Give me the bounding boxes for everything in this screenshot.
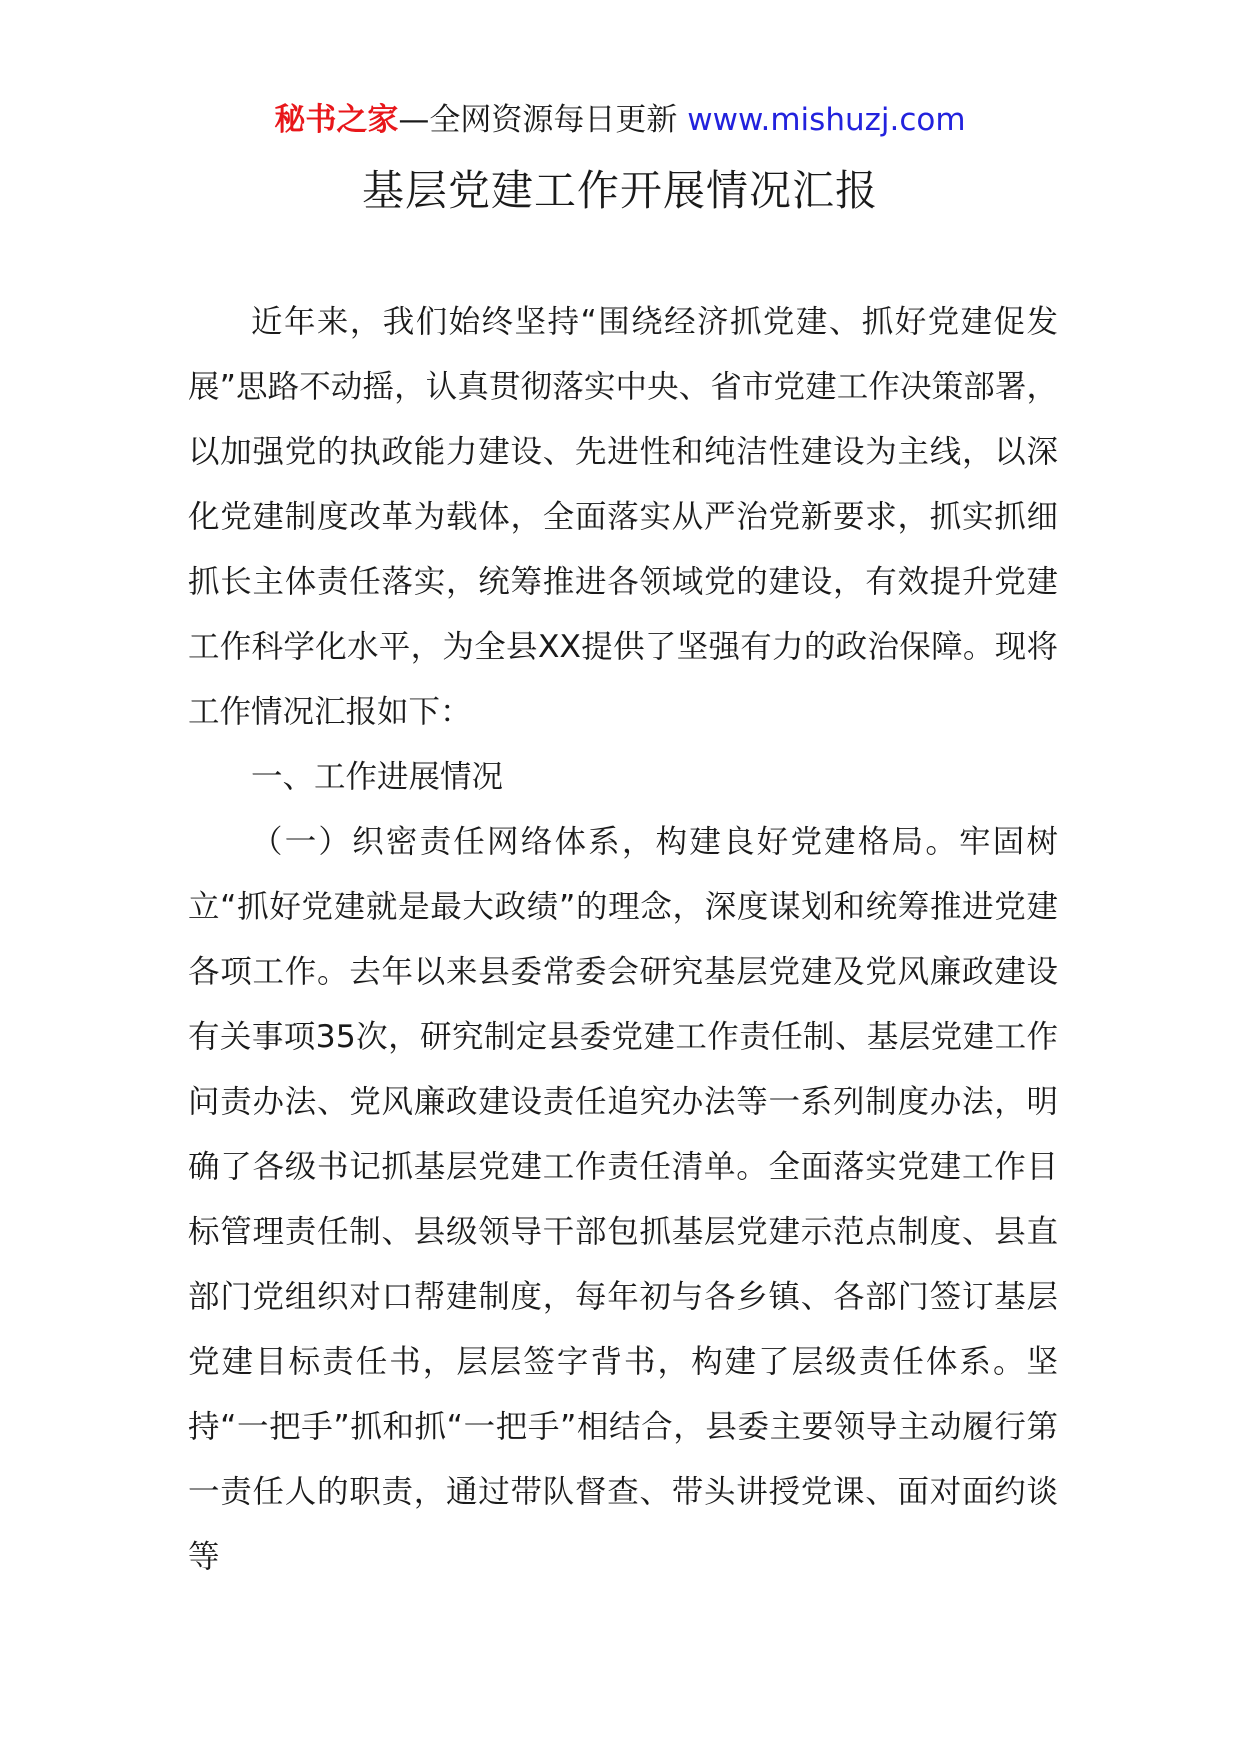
banner-url-link[interactable]: www.mishuzj.com [687, 102, 966, 138]
section-heading: 一、工作进展情况 [251, 759, 504, 795]
document-title: 基层党建工作开展情况汇报 [361, 166, 878, 215]
section-paragraph: （一）织密责任网络体系，构建良好党建格局。牢固树立“抓好党建就是最大政绩”的理念，深度谋划和统筹推进党建各项工作。去年以来县委常委会研究基层党建及党风廉政建设有关事项35次，研究制定县委党建工作责任制、基层党建工作问责办法、党风廉政建设责任追究办法等一系列制度办法，明确了各级书记抓基层党建工作责任清单。全面落实党建工作目标管理责任制、县级领导干部包抓基层党建示范点制度、县直部门党组织对口帮建制度，每年初与各乡镇、各部门签订基层党建目标责任书，层层签字背书，构建了层级责任体系。坚持“一把手”抓和抓“一把手”相结合，县委主要领导主动履行第一责任人的职责，通过带队督查、带头讲授党课、面对面约谈等 [188, 824, 1058, 1575]
site-banner [0, 98, 1240, 142]
banner-brand: 秘书之家 [274, 102, 399, 138]
intro-paragraph: 近年来，我们始终坚持“围绕经济抓党建、抓好党建促发展”思路不动摇，认真贯彻落实中央、省市党建工作决策部署，以加强党的执政能力建设、先进性和纯洁性建设为主线，以深化党建制度改革为载体，全面落实从严治党新要求，抓实抓细抓长主体责任落实，统筹推进各领域党的建设，有效提升党建工作科学化水平，为全县XX提供了坚强有力的政治保障。现将工作情况汇报如下： [188, 304, 1058, 730]
banner-tagline: —全网资源每日更新 [398, 102, 678, 138]
document-body [188, 290, 1058, 1590]
